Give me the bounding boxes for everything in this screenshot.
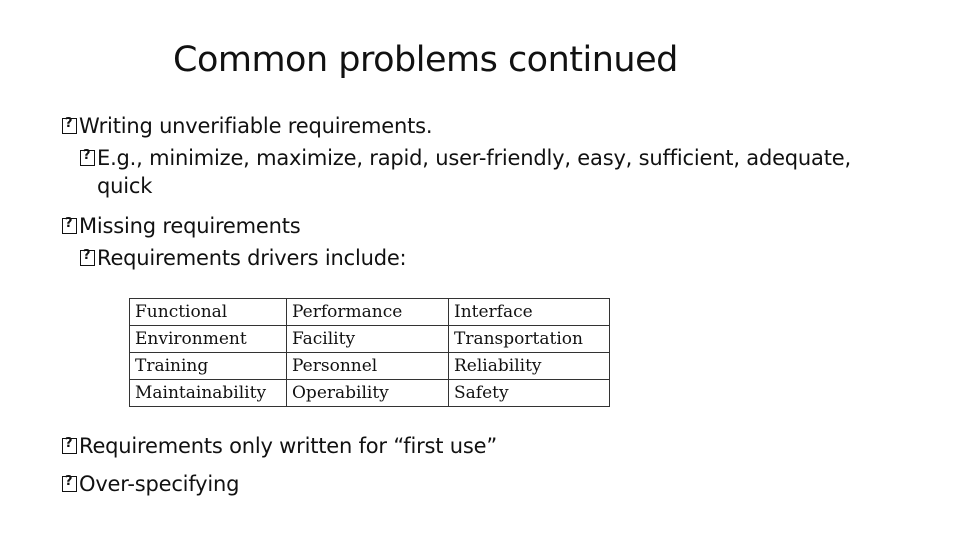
slide-title: Common problems continued <box>173 40 678 80</box>
sub-bullet-drivers <box>80 246 406 270</box>
bullet-text: Writing unverifiable requirements. <box>79 114 433 138</box>
bullet-text: Requirements only written for “first use” <box>79 434 498 458</box>
drivers-table <box>129 298 610 407</box>
table-cell: Functional <box>130 299 287 326</box>
bullet-box-icon <box>62 438 77 454</box>
table-cell: Operability <box>287 380 449 407</box>
bullet-text: E.g., minimize, maximize, rapid, user-friendly, easy, sufficient, adequate, <box>97 146 851 170</box>
table-cell: Facility <box>287 326 449 353</box>
table-cell: Maintainability <box>130 380 287 407</box>
table-cell: Performance <box>287 299 449 326</box>
table-row <box>130 326 610 353</box>
bullet-unverifiable <box>62 114 432 138</box>
table-cell: Safety <box>449 380 610 407</box>
table-row <box>130 353 610 380</box>
table-cell: Personnel <box>287 353 449 380</box>
bullet-box-icon <box>62 476 77 492</box>
table-row <box>130 299 610 326</box>
table-cell: Transportation <box>449 326 610 353</box>
bullet-first-use <box>62 434 497 458</box>
bullet-missing <box>62 214 301 238</box>
table-cell: Reliability <box>449 353 610 380</box>
bullet-text: Requirements drivers include: <box>97 246 407 270</box>
bullet-box-icon <box>62 118 77 134</box>
bullet-box-icon <box>62 218 77 234</box>
bullet-box-icon <box>80 250 95 266</box>
bullet-box-icon <box>80 150 95 166</box>
table-cell: Training <box>130 353 287 380</box>
bullet-text: Over-specifying <box>79 472 240 496</box>
sub-bullet-continuation: quick <box>97 174 153 198</box>
sub-bullet-examples <box>80 146 851 170</box>
table-cell: Environment <box>130 326 287 353</box>
bullet-text: Missing requirements <box>79 214 301 238</box>
table-row <box>130 380 610 407</box>
table-cell: Interface <box>449 299 610 326</box>
bullet-over-specifying <box>62 472 239 496</box>
